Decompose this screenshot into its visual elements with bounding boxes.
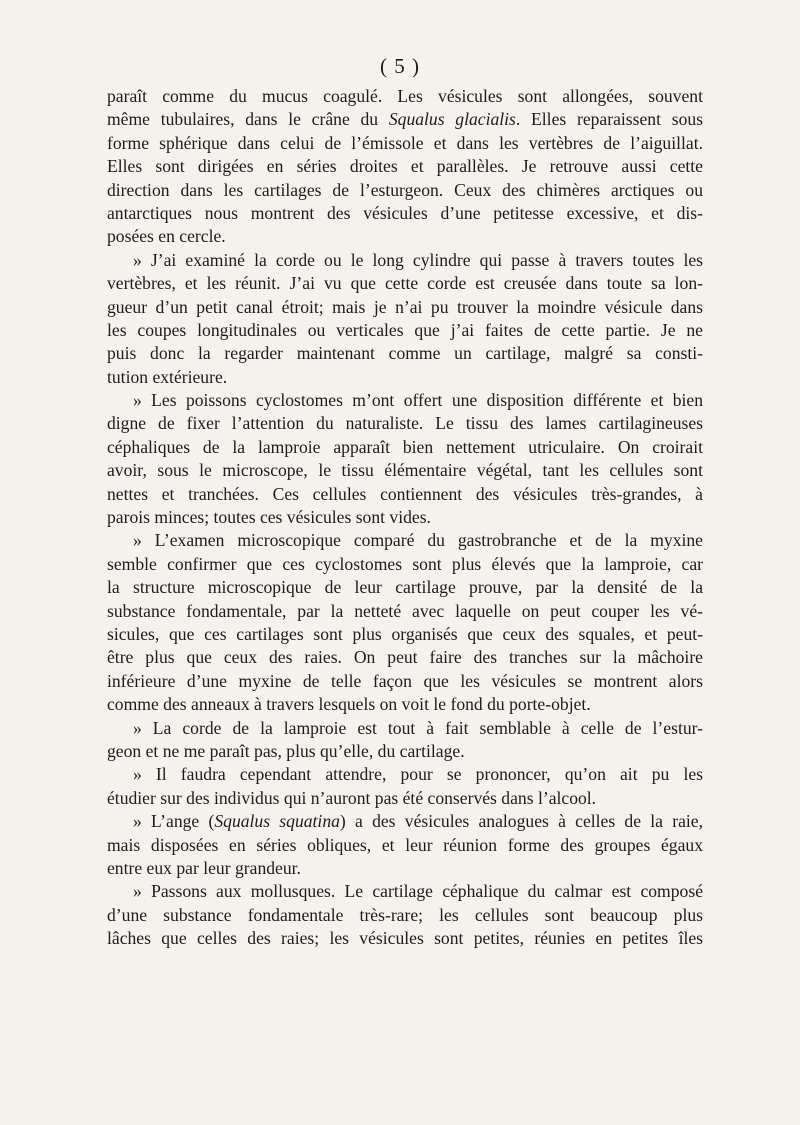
text-line bbox=[107, 576, 703, 599]
text-segment: ) a des vésicules analogues à celles de la raie, bbox=[339, 811, 703, 832]
text-line bbox=[107, 529, 703, 552]
text-segment: mais disposées en séries obliques, et leur réunion forme des groupes égaux bbox=[107, 834, 703, 855]
body-text bbox=[107, 85, 703, 950]
text-segment: parois minces; toutes ces vésicules sont vides. bbox=[107, 507, 431, 528]
text-line bbox=[107, 670, 703, 693]
text-line bbox=[107, 763, 703, 786]
text-segment: semble confirmer que ces cyclostomes sont plus élevés que la lamproie, car bbox=[107, 553, 703, 574]
text-segment: paraît comme du mucus coagulé. Les vésicules sont allongées, souvent bbox=[107, 86, 703, 106]
text-line bbox=[107, 132, 703, 155]
text-line bbox=[107, 623, 703, 646]
text-line bbox=[107, 225, 703, 248]
text-segment: lâches que celles des raies; les vésicules sont petites, réunies en petites îles bbox=[107, 928, 703, 949]
text-segment: sicules, que ces cartilages sont plus organisés que ceux des squales, et peut- bbox=[107, 623, 703, 644]
page-number: ( 5 ) bbox=[380, 54, 420, 78]
text-segment: forme sphérique dans celui de l’émissole et dans les vertèbres de l’aiguillat. bbox=[107, 132, 703, 153]
text-segment: même tubulaires, dans le crâne du bbox=[107, 109, 389, 130]
text-line bbox=[107, 319, 703, 342]
text-segment: » L’ange ( bbox=[133, 811, 215, 832]
text-segment: puis donc la regarder maintenant comme un cartilage, malgré sa consti- bbox=[107, 343, 703, 364]
text-line bbox=[107, 693, 703, 716]
text-line bbox=[107, 834, 703, 857]
text-segment: tution extérieure. bbox=[107, 366, 228, 387]
text-line bbox=[107, 296, 703, 319]
text-line bbox=[107, 459, 703, 482]
text-segment: comme des anneaux à travers lesquels on voit le fond du porte-objet. bbox=[107, 694, 591, 715]
text-segment: » Il faudra cependant attendre, pour se prononcer, qu’on ait pu les bbox=[133, 764, 703, 785]
text-line bbox=[107, 553, 703, 576]
text-line bbox=[107, 249, 703, 272]
text-segment: » La corde de la lamproie est tout à fait semblable à celle de l’estur- bbox=[133, 717, 703, 738]
text-line bbox=[107, 155, 703, 178]
text-line bbox=[107, 787, 703, 810]
text-segment: Elles sont dirigées en séries droites et parallèles. Je retrouve aussi cette bbox=[107, 156, 703, 177]
text-segment: inférieure d’une myxine de telle façon que les vésicules se montrent alors bbox=[107, 670, 703, 691]
text-segment: d’une substance fondamentale très-rare; les cellules sont beaucoup plus bbox=[107, 904, 703, 925]
text-segment: être plus que ceux des raies. On peut faire des tranches sur la mâchoire bbox=[107, 647, 703, 668]
text-line bbox=[107, 717, 703, 740]
text-line bbox=[107, 342, 703, 365]
text-line bbox=[107, 483, 703, 506]
italic-species-name: Squalus squatina bbox=[214, 811, 340, 832]
italic-species-name: Squalus glacialis bbox=[388, 109, 516, 130]
text-segment: vertèbres, et les réunit. J’ai vu que cette corde est creusée dans toute sa lon- bbox=[107, 273, 703, 294]
text-segment: » Les poissons cyclostomes m’ont offert une disposition différente et bien bbox=[133, 390, 703, 411]
text-segment: avoir, sous le microscope, le tissu élémentaire végétal, tant les cellules sont bbox=[107, 460, 703, 481]
text-line bbox=[107, 412, 703, 435]
text-segment: . Elles reparaissent sous bbox=[515, 109, 704, 130]
text-line bbox=[107, 389, 703, 412]
text-segment: » J’ai examiné la corde ou le long cylindre qui passe à travers toutes les bbox=[133, 249, 703, 270]
text-line bbox=[107, 857, 703, 880]
text-segment: la structure microscopique de leur cartilage prouve, par la densité de la bbox=[107, 577, 703, 598]
text-segment: étudier sur des individus qui n’auront pas été conservés dans l’alcool. bbox=[107, 787, 597, 808]
text-line bbox=[107, 506, 703, 529]
text-segment: substance fondamentale, par la netteté avec laquelle on peut couper les vé- bbox=[107, 600, 703, 621]
text-segment: » Passons aux mollusques. Le cartilage céphalique du calmar est composé bbox=[133, 881, 703, 902]
text-segment: digne de fixer l’attention du naturaliste. Le tissu des lames cartilagineuses bbox=[107, 413, 703, 434]
text-segment: antarctiques nous montrent des vésicules d’une petitesse excessive, et dis- bbox=[107, 202, 703, 223]
text-line bbox=[107, 179, 703, 202]
text-line bbox=[107, 880, 703, 903]
text-line bbox=[107, 904, 703, 927]
text-line bbox=[107, 366, 703, 389]
text-line bbox=[107, 927, 703, 950]
text-line bbox=[107, 436, 703, 459]
text-segment: nettes et tranchées. Ces cellules contiennent des vésicules très-grandes, à bbox=[107, 483, 703, 504]
text-line bbox=[107, 646, 703, 669]
text-line bbox=[107, 272, 703, 295]
text-segment: gueur d’un petit canal étroit; mais je n’ai pu trouver la moindre vésicule dans bbox=[107, 296, 703, 317]
text-line bbox=[107, 108, 703, 131]
text-segment: céphaliques de la lamproie apparaît bien nettement utriculaire. On croirait bbox=[107, 436, 703, 457]
text-segment: entre eux par leur grandeur. bbox=[107, 857, 301, 878]
text-segment: les coupes longitudinales ou verticales que j’ai faites de cette partie. Je ne bbox=[107, 319, 703, 340]
text-line bbox=[107, 740, 703, 763]
text-line bbox=[107, 85, 703, 108]
text-line bbox=[107, 600, 703, 623]
text-segment: » L’examen microscopique comparé du gastrobranche et de la myxine bbox=[133, 530, 703, 551]
text-segment: direction dans les cartilages de l’esturgeon. Ceux des chimères arctiques ou bbox=[107, 179, 703, 200]
text-segment: geon et ne me paraît pas, plus qu’elle, du cartilage. bbox=[107, 740, 465, 761]
text-line bbox=[107, 810, 703, 833]
text-segment: posées en cercle. bbox=[107, 226, 226, 247]
text-line bbox=[107, 202, 703, 225]
